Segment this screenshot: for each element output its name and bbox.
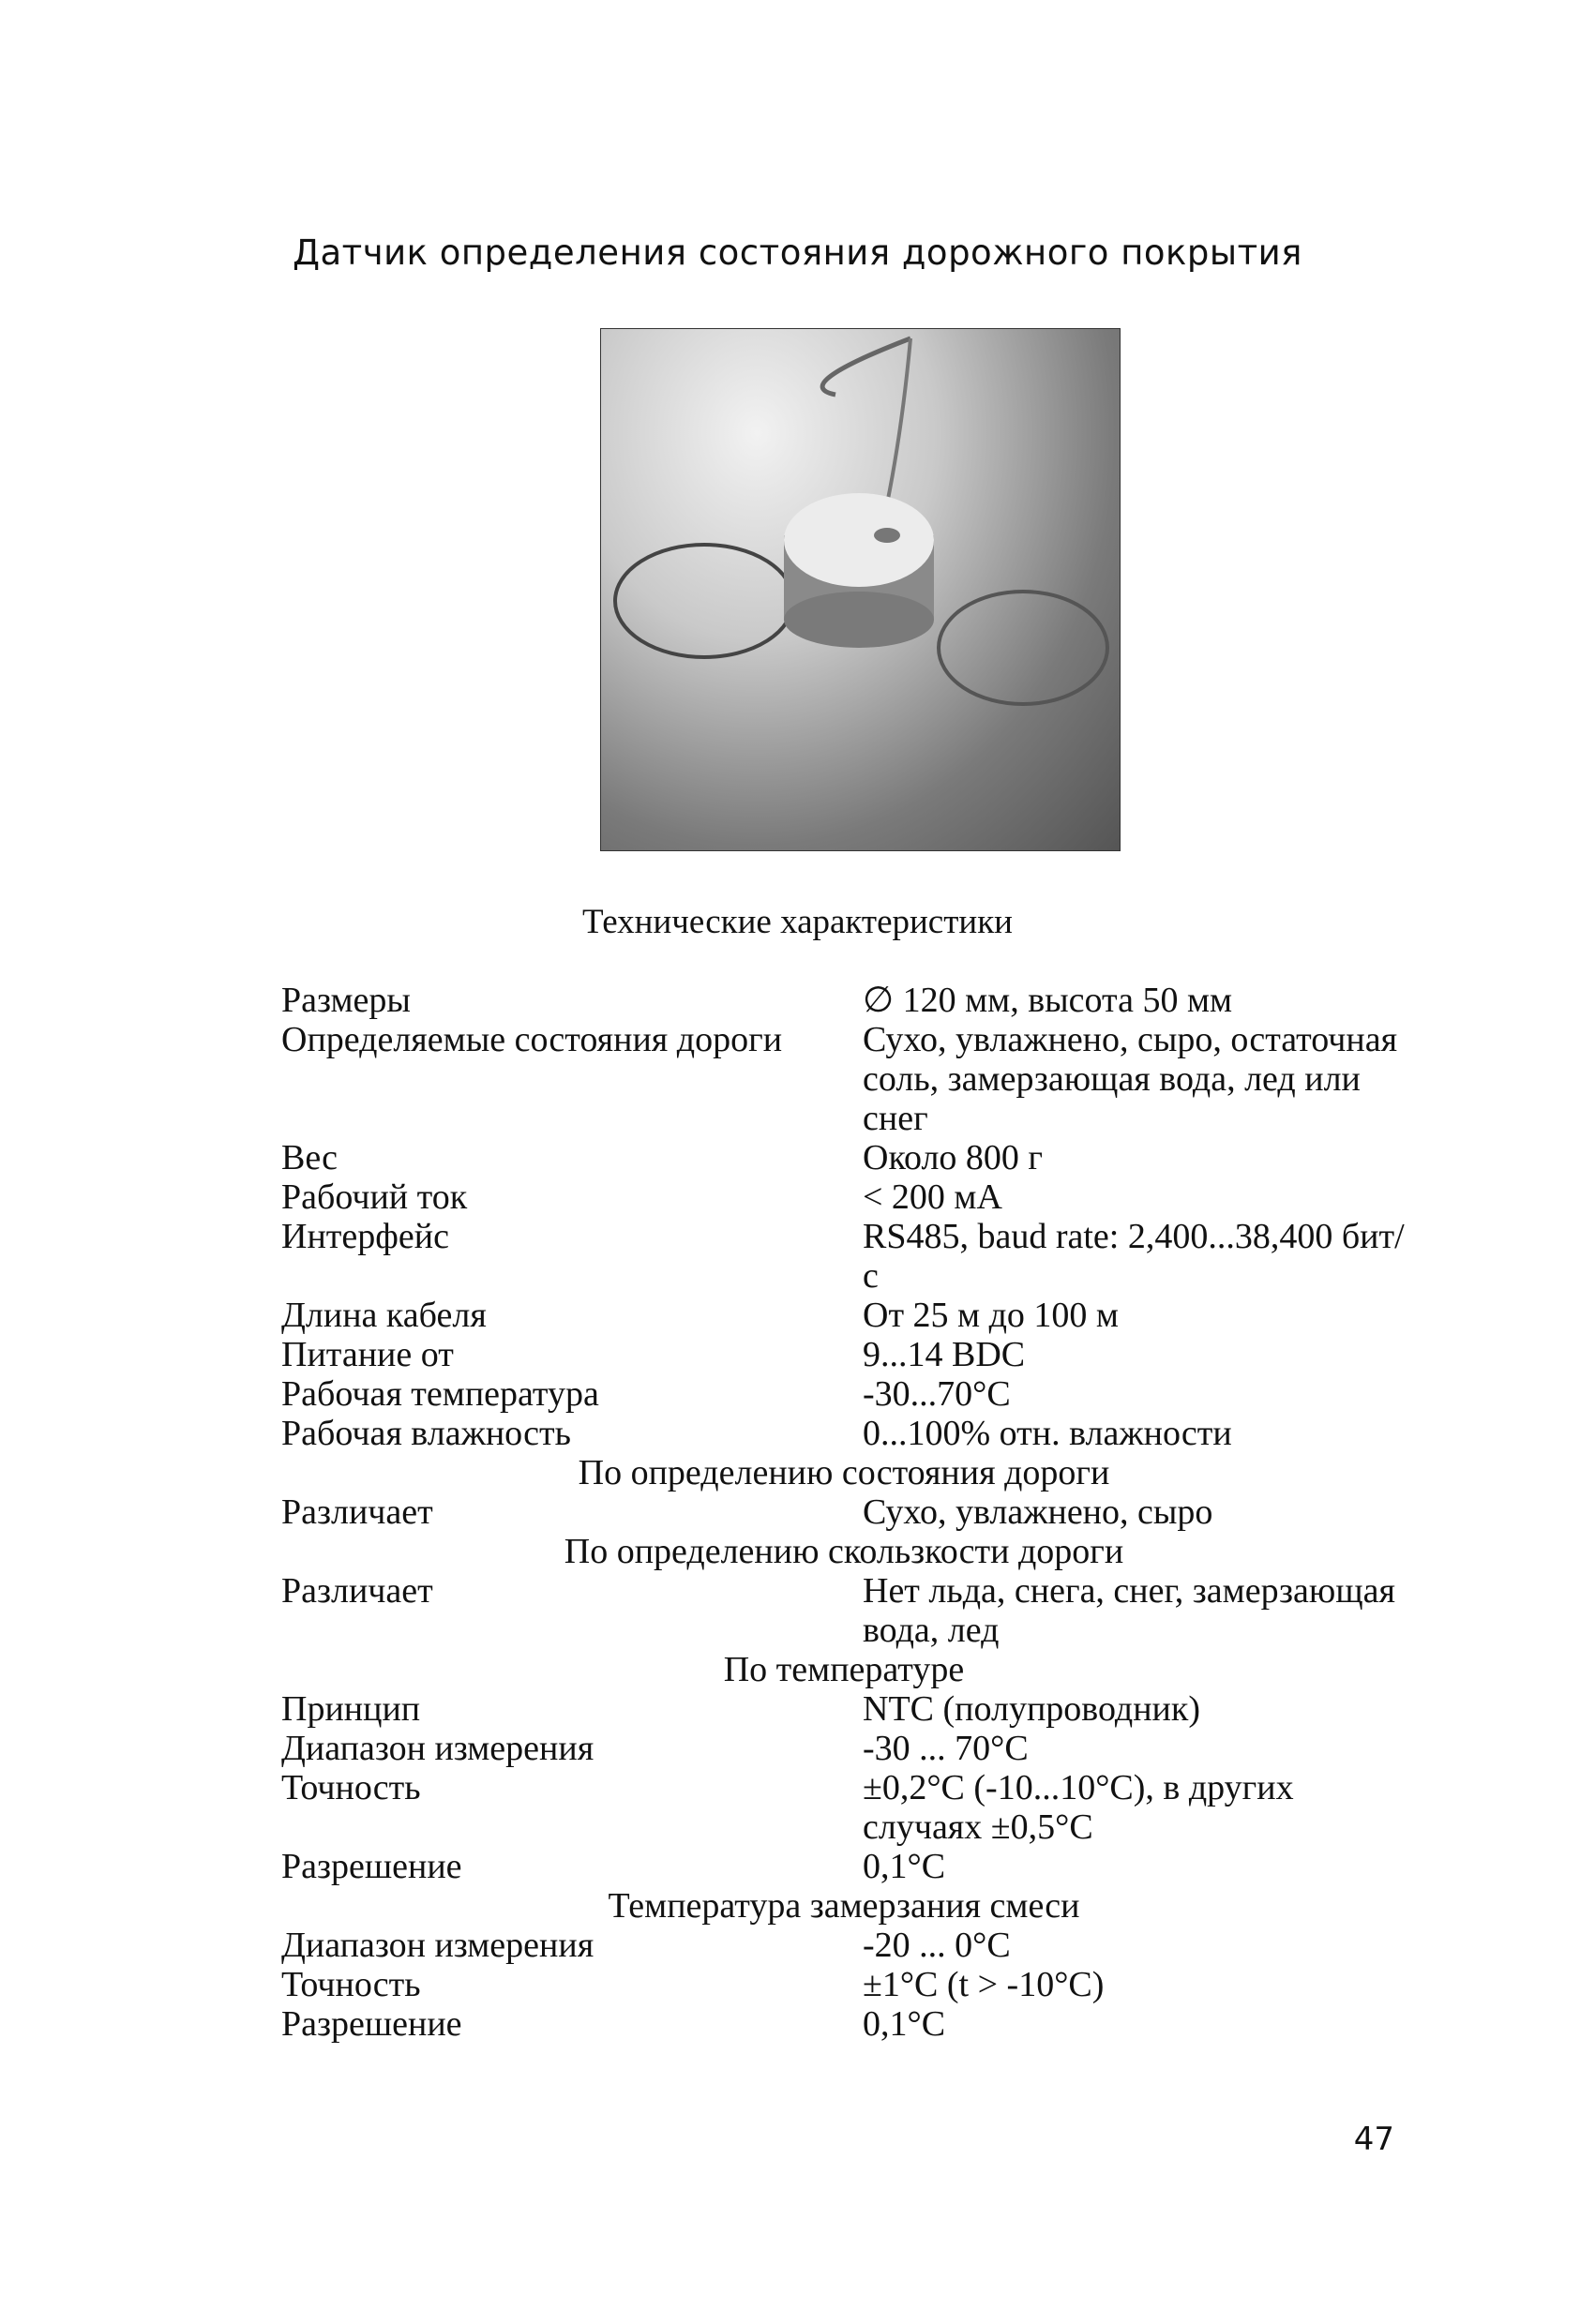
spec-row: [281, 1374, 1407, 1414]
spec-row: [281, 1729, 1407, 1768]
spec-key: Точность: [281, 1768, 421, 1807]
spec-row: [281, 1217, 1407, 1296]
spec-row: [281, 2004, 1407, 2044]
spec-value: 9...14 BDC: [863, 1335, 1026, 1374]
spec-value: ±1°C (t > -10°C): [863, 1965, 1105, 2004]
spec-key: Определяемые состояния дороги: [281, 1020, 783, 1059]
spec-key: Диапазон измерения: [281, 1926, 594, 1965]
spec-value: < 200 мА: [863, 1177, 1002, 1217]
spec-key: Различает: [281, 1492, 433, 1532]
spec-value: RS485, baud rate: 2,400...38,400 бит/с: [863, 1217, 1405, 1296]
spec-key: Рабочая влажность: [281, 1414, 571, 1453]
spec-section-header: По определению скользкости дороги: [564, 1532, 1124, 1571]
spec-row: [281, 1177, 1407, 1217]
spec-key: Размеры: [281, 981, 411, 1020]
spec-value: -20 ... 0°C: [863, 1926, 1011, 1965]
spec-key: Рабочий ток: [281, 1177, 468, 1217]
specs-table: [281, 981, 1407, 2044]
spec-value: 0...100% отн. влажности: [863, 1414, 1232, 1453]
spec-key: Длина кабеля: [281, 1296, 487, 1335]
spec-row: [281, 1847, 1407, 1886]
spec-row: [281, 1296, 1407, 1335]
spec-row: [281, 1571, 1407, 1650]
spec-section-header: По температуре: [723, 1650, 965, 1689]
spec-key: Диапазон измерения: [281, 1729, 594, 1768]
spec-row: [281, 1414, 1407, 1453]
spec-key: Питание от: [281, 1335, 454, 1374]
page-title: Датчик определения состояния дорожного покрытия: [293, 232, 1302, 273]
spec-value: 0,1°C: [863, 2004, 946, 2044]
spec-value: 0,1°C: [863, 1847, 946, 1886]
spec-value: -30...70°C: [863, 1374, 1011, 1414]
spec-value: Сухо, увлажнено, сыро, остаточная соль, замерзающая вода, лед или снег: [863, 1020, 1398, 1138]
spec-row: [281, 1689, 1407, 1729]
spec-row: [281, 981, 1407, 1020]
spec-row: [281, 1138, 1407, 1177]
spec-row: [281, 1965, 1407, 2004]
spec-row: [281, 1335, 1407, 1374]
sensor-photo: [600, 328, 1121, 851]
spec-row: [281, 1926, 1407, 1965]
spec-value: ∅ 120 мм, высота 50 мм: [863, 981, 1233, 1020]
spec-value: Сухо, увлажнено, сыро: [863, 1492, 1213, 1532]
sensor-illustration: [601, 329, 1120, 850]
spec-key: Интерфейс: [281, 1217, 449, 1256]
spec-row: [281, 1768, 1407, 1847]
spec-key: Рабочая температура: [281, 1374, 599, 1414]
spec-value: ±0,2°C (-10...10°C), в других случаях ±0,5°C: [863, 1768, 1294, 1847]
spec-key: Различает: [281, 1571, 433, 1611]
spec-key: Точность: [281, 1965, 421, 2004]
spec-section-header: Температура замерзания смеси: [608, 1886, 1080, 1926]
specs-heading: Технические характеристики: [582, 903, 1013, 941]
spec-value: -30 ... 70°C: [863, 1729, 1029, 1768]
spec-key: Разрешение: [281, 2004, 462, 2044]
page-number: 47: [1353, 2121, 1394, 2158]
spec-value: От 25 м до 100 м: [863, 1296, 1119, 1335]
spec-key: Вес: [281, 1138, 339, 1177]
spec-section-header: По определению состояния дороги: [578, 1453, 1110, 1492]
spec-value: Около 800 г: [863, 1138, 1044, 1177]
spec-row: [281, 1020, 1407, 1138]
spec-key: Принцип: [281, 1689, 421, 1729]
spec-key: Разрешение: [281, 1847, 462, 1886]
spec-value: NTC (полупроводник): [863, 1689, 1200, 1729]
spec-value: Нет льда, снега, снег, замерзающая вода, лед: [863, 1571, 1395, 1650]
spec-row: [281, 1492, 1407, 1532]
